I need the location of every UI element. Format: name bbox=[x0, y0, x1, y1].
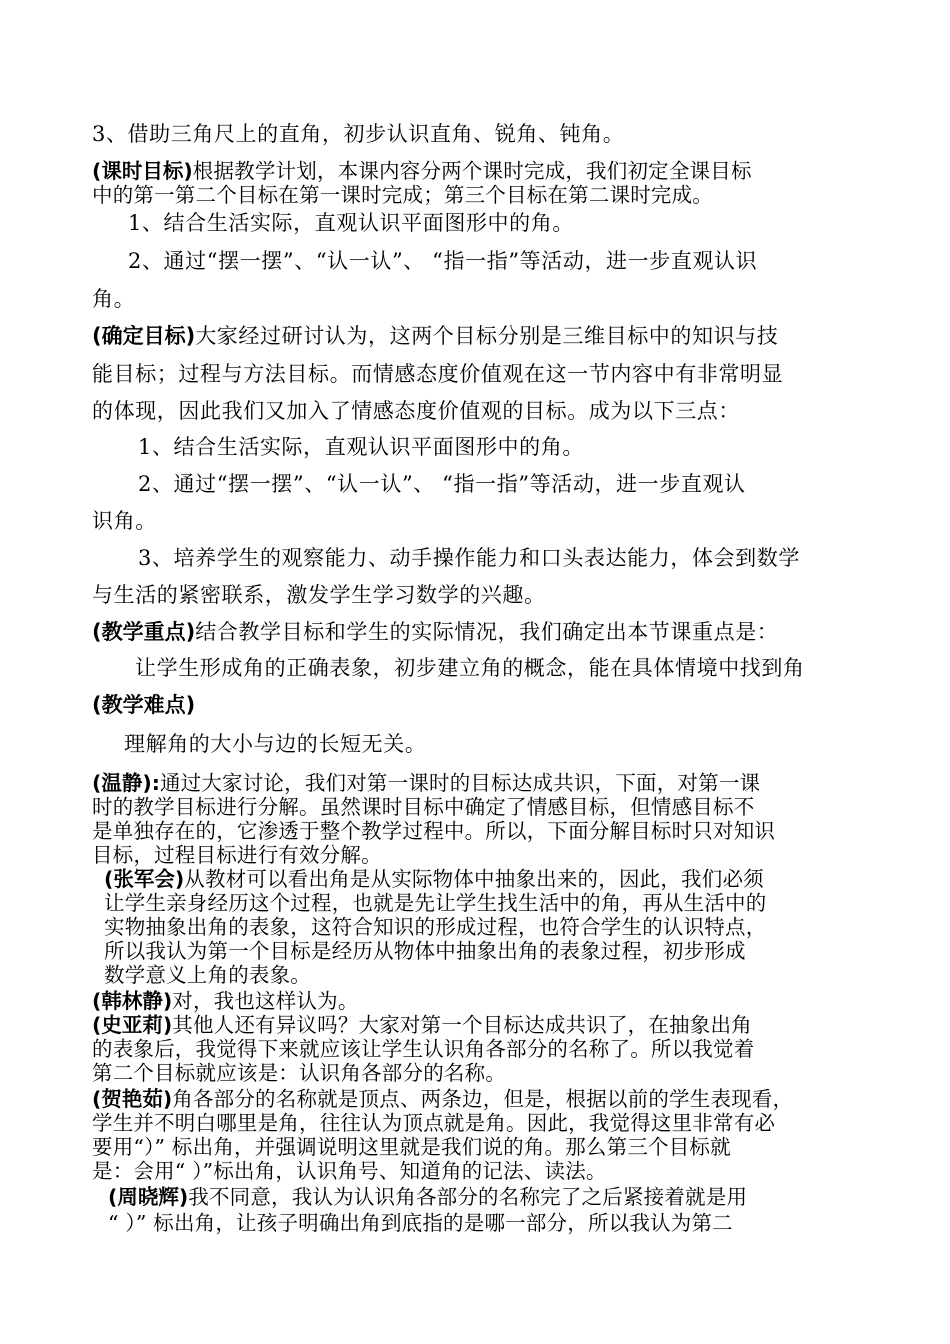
speaker-label: (韩林静) bbox=[92, 989, 173, 1013]
line-text: 中的第一第二个目标在第一课时完成；第三个目标在第二课时完成。 bbox=[92, 183, 713, 207]
text-line bbox=[92, 819, 775, 843]
line-text: 数学意义上角的表象。 bbox=[104, 963, 311, 987]
speaker-label: (温静): bbox=[92, 771, 160, 795]
line-text: 大家经过研讨认为，这两个目标分别是三维目标中的知识与技 bbox=[195, 324, 779, 348]
line-text: 3、培养学生的观察能力、动手操作能力和口头表达能力，体会到数学 bbox=[138, 546, 800, 570]
text-line bbox=[92, 843, 382, 867]
line-text: 是单独存在的，它渗透于整个教学过程中。所以，下面分解目标时只对知识 bbox=[92, 819, 776, 843]
text-line bbox=[124, 731, 426, 757]
text-line bbox=[138, 471, 746, 497]
speaker-label: (课时目标) bbox=[92, 159, 193, 183]
text-line bbox=[92, 1013, 752, 1037]
text-line bbox=[104, 891, 766, 915]
line-text: 实物抽象出角的表象，这符合知识的形成过程，也符合学生的认识特点， bbox=[104, 915, 767, 939]
line-text: 目标，过程目标进行有效分解。 bbox=[92, 843, 382, 867]
line-text: 2、通过“摆一摆”、“认一认”、 “指一指”等活动，进一步直观认 bbox=[138, 472, 746, 496]
text-line bbox=[92, 398, 740, 424]
speaker-label: (周晓辉) bbox=[108, 1185, 189, 1209]
speaker-label: (确定目标) bbox=[92, 324, 196, 348]
line-text: 让学生亲身经历这个过程，也就是先让学生找生活中的角，再从生活中的 bbox=[104, 891, 767, 915]
line-text: 所以我认为第一个目标是经历从物体中抽象出角的表象过程，初步形成 bbox=[104, 939, 746, 963]
text-line bbox=[104, 939, 746, 963]
line-text: 角。 bbox=[92, 287, 136, 311]
line-text: 其他人还有异议吗？大家对第一个目标达成共识了，在抽象出角 bbox=[172, 1013, 752, 1037]
text-line bbox=[92, 183, 713, 207]
speaker-label: (贺艳茹) bbox=[92, 1087, 173, 1111]
text-line bbox=[128, 248, 757, 274]
text-line bbox=[128, 210, 574, 236]
text-line bbox=[92, 1111, 775, 1135]
line-text: 是：会用“ ）”标出角，认识角号、知道角的记法、读法。 bbox=[92, 1159, 607, 1183]
text-line bbox=[104, 963, 311, 987]
speaker-label: (教学难点) bbox=[92, 693, 196, 717]
line-text: 的表象后，我觉得下来就应该让学生认识角各部分的名称了。所以我觉着 bbox=[92, 1037, 755, 1061]
text-line bbox=[92, 582, 546, 608]
text-line bbox=[92, 1061, 506, 1085]
line-text: 要用“）” 标出角，并强调说明这里就是我们说的角。那么第三个目标就 bbox=[92, 1135, 731, 1159]
text-line bbox=[92, 619, 778, 645]
text-line bbox=[104, 915, 766, 939]
text-line bbox=[92, 121, 624, 147]
text-line bbox=[92, 361, 783, 387]
line-text: 能目标；过程与方法目标。而情感态度价值观在这一节内容中有非常明显 bbox=[92, 362, 784, 386]
text-line bbox=[92, 159, 752, 183]
line-text: 学生并不明白哪里是角，往往认为顶点就是角。因此，我觉得这里非常有必 bbox=[92, 1111, 776, 1135]
line-text: 让学生形成角的正确表象，初步建立角的概念，能在具体情境中找到角 bbox=[135, 656, 805, 680]
text-line bbox=[138, 434, 584, 460]
text-line bbox=[92, 286, 135, 312]
speaker-label: (张军会) bbox=[104, 867, 185, 891]
line-text: 1、结合生活实际，直观认识平面图形中的角。 bbox=[138, 435, 584, 459]
line-text: 理解角的大小与边的长短无关。 bbox=[124, 732, 427, 756]
line-text: 结合教学目标和学生的实际情况，我们确定出本节课重点是： bbox=[195, 620, 779, 644]
text-line bbox=[92, 771, 760, 795]
line-text: 2、通过“摆一摆”、“认一认”、 “指一指”等活动，进一步直观认识 bbox=[128, 249, 758, 273]
text-line bbox=[92, 1037, 754, 1061]
line-text: 3、借助三角尺上的直角，初步认识直角、锐角、钝角。 bbox=[92, 122, 625, 146]
text-line bbox=[108, 1185, 747, 1209]
text-line bbox=[92, 508, 157, 534]
text-line bbox=[104, 867, 764, 891]
text-line bbox=[135, 655, 805, 681]
text-line bbox=[138, 545, 800, 571]
line-text: 第二个目标就应该是：认识角各部分的名称。 bbox=[92, 1061, 506, 1085]
line-text: 从教材可以看出角是从实际物体中抽象出来的，因此，我们必须 bbox=[184, 867, 764, 891]
text-line bbox=[92, 795, 754, 819]
line-text: 我不同意，我认为认识角各部分的名称完了之后紧接着就是用 bbox=[188, 1185, 748, 1209]
line-text: 根据教学计划，本课内容分两个课时完成，我们初定全课目标 bbox=[192, 159, 752, 183]
line-text: 通过大家讨论，我们对第一课时的目标达成共识，下面，对第一课 bbox=[159, 771, 761, 795]
line-text: 识角。 bbox=[92, 509, 157, 533]
text-line bbox=[92, 989, 359, 1013]
line-text: 对，我也这样认为。 bbox=[172, 989, 359, 1013]
speaker-label: (史亚莉) bbox=[92, 1013, 173, 1037]
line-text: 的体现，因此我们又加入了情感态度价值观的目标。成为以下三点： bbox=[92, 399, 740, 423]
text-line bbox=[92, 1159, 607, 1183]
line-text: 角各部分的名称就是顶点、两条边，但是，根据以前的学生表现看， bbox=[172, 1087, 794, 1111]
speaker-label: (教学重点) bbox=[92, 620, 196, 644]
line-text: “ ）” 标出角，让孩子明确出角到底指的是哪一部分，所以我认为第二 bbox=[108, 1211, 733, 1235]
line-text: 1、结合生活实际，直观认识平面图形中的角。 bbox=[128, 211, 574, 235]
text-line bbox=[92, 1087, 793, 1111]
line-text: 与生活的紧密联系，激发学生学习数学的兴趣。 bbox=[92, 583, 546, 607]
text-line bbox=[108, 1211, 733, 1235]
text-line bbox=[92, 323, 778, 349]
line-text: 时的教学目标进行分解。虽然课时目标中确定了情感目标，但情感目标不 bbox=[92, 795, 755, 819]
text-line bbox=[92, 1135, 731, 1159]
text-line bbox=[92, 692, 195, 718]
